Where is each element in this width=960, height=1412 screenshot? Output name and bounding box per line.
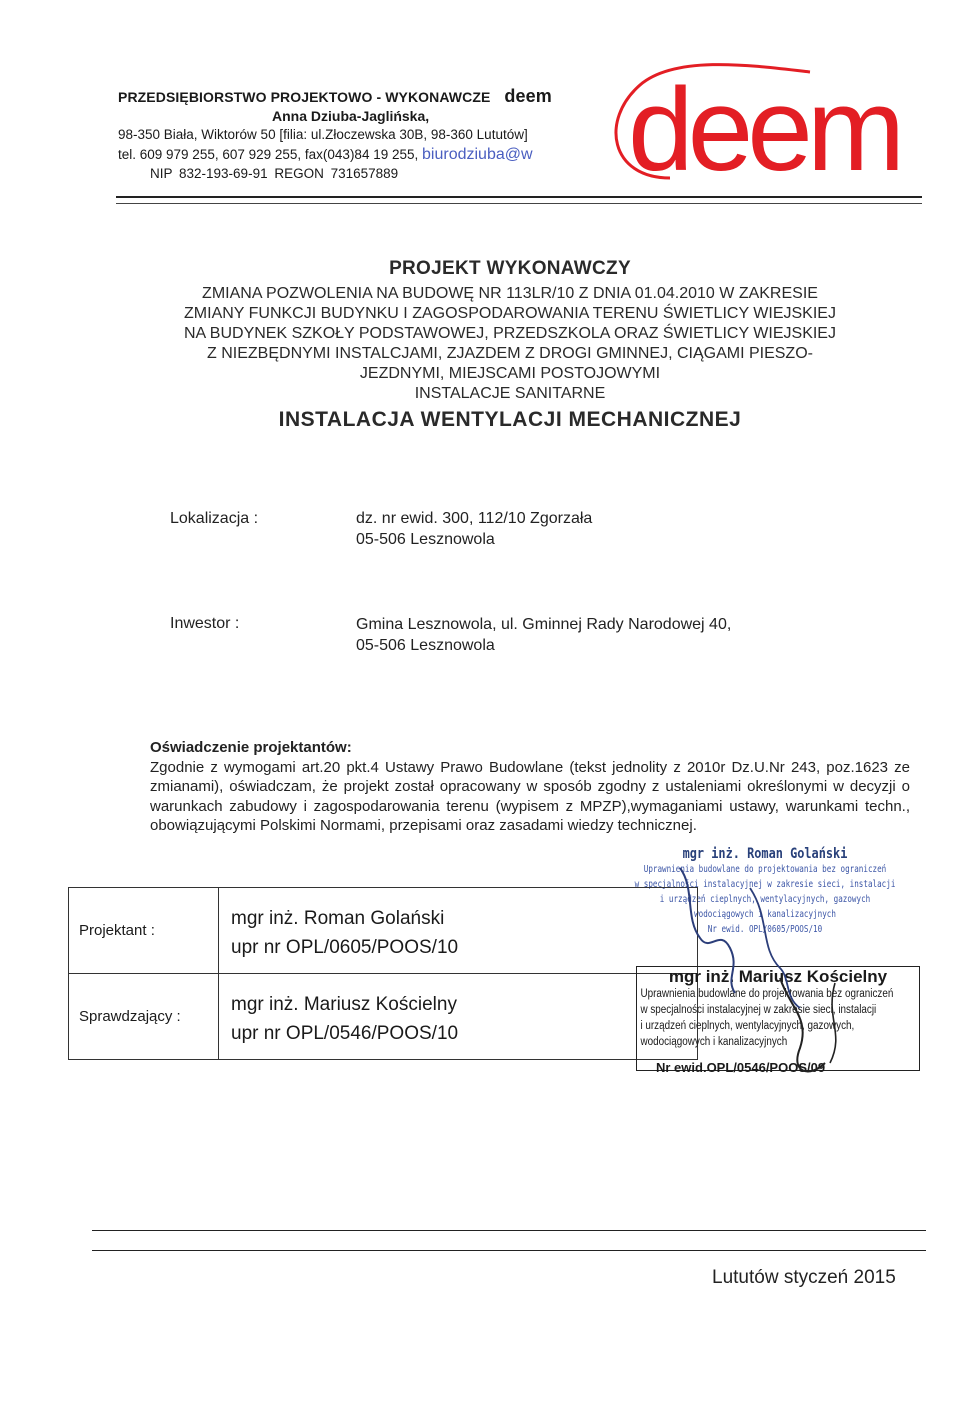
investor-label: Inwestor :	[170, 615, 240, 632]
person-license: upr nr OPL/0546/POOS/10	[231, 1022, 459, 1044]
investor-line: 05-506 Lesznowola	[356, 637, 495, 654]
description-line: NA BUDYNEK SZKOŁY PODSTAWOWEJ, PRZEDSZKOLA ORAZ ŚWIETLICY WIEJSKIEJ	[184, 325, 836, 342]
table-row	[69, 888, 698, 974]
email-link[interactable]: biurodziuba@w	[422, 146, 533, 163]
role-cell: Projektant :	[69, 888, 219, 974]
role-cell: Sprawdzający :	[69, 974, 219, 1060]
investor-line: Gmina Lesznowola, ul. Gminnej Rady Narodowej 40,	[356, 616, 732, 633]
person-cell	[219, 888, 698, 974]
statement-text: Zgodnie z wymogami art.20 pkt.4 Ustawy Prawo Budowlane (tekst jednolity z 2010r Dz.U.Nr 243, poz.1623 ze zmianami), oświadczam, że projekt został opracowany w sposób zgodny z ustaleniami określonymi w decyzji o warunkach zabudowy i zagospodarowania terenu (wypisem z MPZP),wymaganiami ustawy, warunkami techn., obowiązującymi Polskimi Normami, przepisami oraz zasadami wiedzy technicznej.	[150, 758, 910, 834]
phone-text: tel. 609 979 255, 607 929 255, fax(043)84 19 255,	[118, 147, 419, 162]
stamp-name: mgr inż. Roman Golański	[682, 846, 848, 862]
address-line: 98-350 Biała, Wiktorów 50 [filia: ul.Złoczewska 30B, 98-360 Lututów]	[118, 127, 528, 142]
contact-line	[118, 146, 533, 164]
statement-heading: Oświadczenie projektantów:	[150, 739, 352, 756]
place-date: Lututów styczeń 2015	[712, 1267, 896, 1288]
person-name: mgr inż. Roman Golański	[231, 907, 445, 929]
company-name	[118, 86, 552, 107]
stamp-line: wodociągowych i kanalizacyjnych	[694, 909, 836, 920]
person-cell	[219, 974, 698, 1060]
person-name: mgr inż. Mariusz Kościelny	[231, 993, 457, 1015]
description-line: Z NIEZBĘDNYMI INSTALCJAMI, ZJAZDEM Z DROGI GMINNEJ, CIĄGAMI PIESZO-	[207, 345, 813, 362]
stamp-line: Nr ewid. OPL/0605/POOS/10	[707, 924, 823, 935]
person-license: upr nr OPL/0605/POOS/10	[231, 936, 459, 958]
table-row	[69, 974, 698, 1060]
header-rule	[116, 196, 922, 198]
title-block	[110, 258, 910, 432]
location-label: Lokalizacja :	[170, 510, 259, 527]
stamp-line: w specjalności instalacyjnej w zakresie sieci, instalacji	[634, 879, 896, 890]
location-line: 05-506 Lesznowola	[356, 531, 495, 548]
signatures-table	[68, 887, 698, 1060]
designers-statement	[150, 738, 910, 836]
stamp-line: i urządzeń cieplnych, wentylacyjnych, gazowych,	[640, 1020, 855, 1032]
scope-title: INSTALACJA WENTYLACJI MECHANICZNEJ	[278, 408, 742, 431]
description-line: JEZDNYMI, MIEJSCAMI POSTOJOWYMI	[359, 365, 661, 382]
stamp-name: mgr inż. Mariusz Kościelny	[668, 967, 888, 986]
location-value	[356, 508, 592, 550]
header-rule-thin	[116, 203, 922, 204]
handwritten-signature	[640, 858, 940, 1088]
stamp-line: wodociągowych i kanalizacyjnych	[640, 1036, 788, 1048]
footer-rule	[92, 1230, 926, 1231]
discipline: INSTALACJE SANITARNE	[414, 385, 606, 402]
location-line: dz. nr ewid. 300, 112/10 Zgorzała	[356, 510, 593, 527]
project-description	[110, 284, 910, 384]
nip-regon: NIP 832-193-69-91 REGON 731657889	[150, 166, 399, 181]
logo-wordmark: deem	[628, 64, 900, 190]
owner-name: Anna Dziuba-Jaglińska,	[272, 108, 430, 124]
description-line: ZMIANA POZWOLENIA NA BUDOWĘ NR 113LR/10 Z DNIA 01.04.2010 W ZAKRESIE	[202, 285, 818, 302]
stamp-number: Nr ewid.OPL/0546/POOS/09	[656, 1060, 826, 1075]
footer-rule	[92, 1250, 926, 1251]
investor-value	[356, 614, 731, 656]
stamp-line: w specjalności instalacyjnej w zakresie sieci, instalacji	[640, 1004, 877, 1016]
description-line: ZMIANY FUNKCJI BUDYNKU I ZAGOSPODAROWANIA TERENU ŚWIETLICY WIEJSKIEJ	[184, 305, 836, 322]
stamp-line: i urządzeń cieplnych, wentylacyjnych, gazowych	[659, 894, 871, 905]
project-type: PROJEKT WYKONAWCZY	[389, 258, 631, 279]
stamp-line: Uprawnienia budowlane do projektowania bez ograniczeń	[643, 864, 887, 875]
company-name-text: PRZEDSIĘBIORSTWO PROJEKTOWO - WYKONAWCZE	[118, 89, 491, 105]
company-logo	[600, 60, 930, 190]
stamp-line: Uprawnienia budowlane do projektowania bez ograniczeń	[640, 988, 894, 1000]
brand-name: deem	[504, 86, 552, 106]
